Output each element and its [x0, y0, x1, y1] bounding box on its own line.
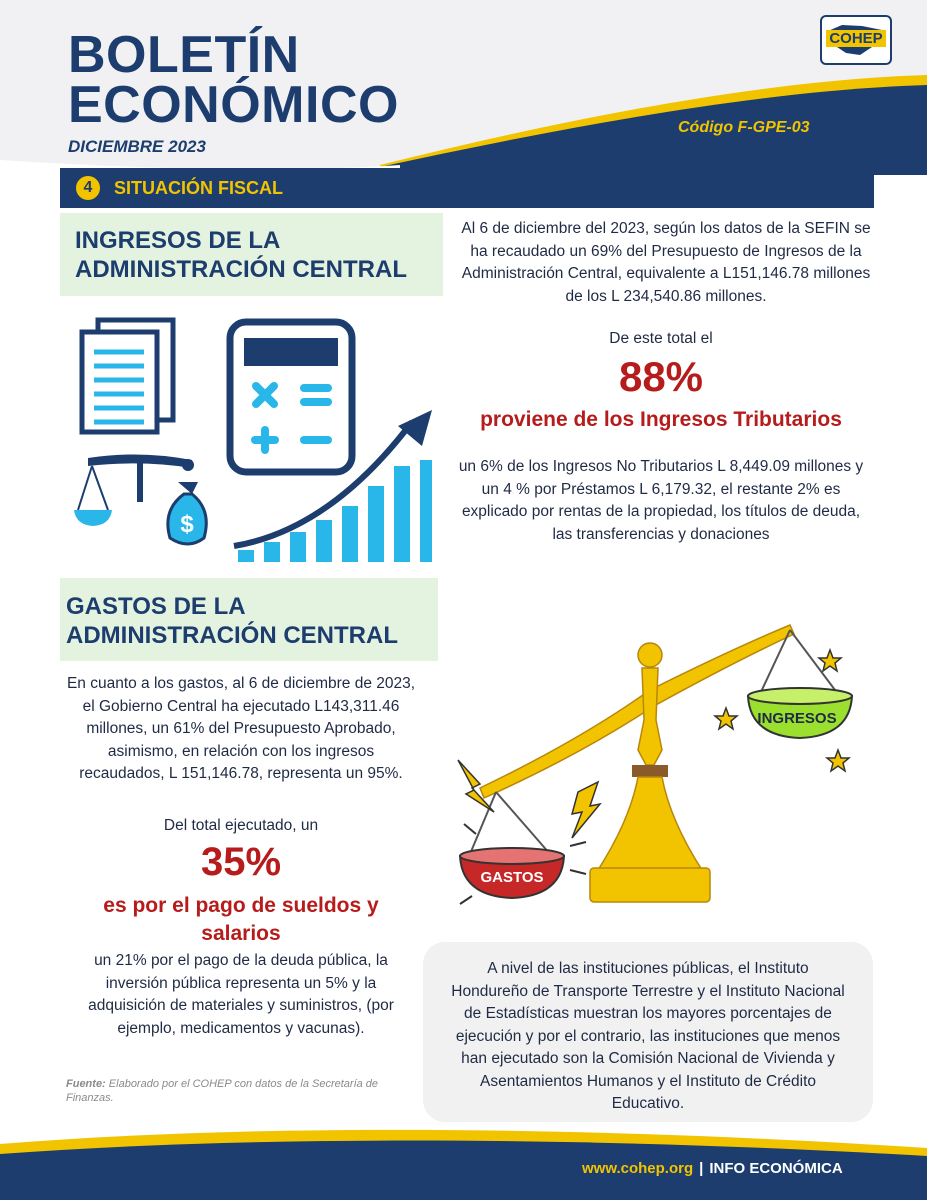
logo-text: COHEP	[822, 30, 890, 47]
footer-separator: |	[699, 1160, 704, 1177]
money-bag-icon	[168, 482, 206, 544]
issue-date: DICIEMBRE 2023	[68, 137, 206, 156]
section-title: SITUACIÓN FISCAL	[114, 178, 283, 198]
ingresos-intro: Al 6 de diciembre del 2023, según los datos de la SEFIN se ha recaudado un 69% del Presupuesto de Ingresos de la Administración Central, equivalente a L151,146.78 millones de los L 234,540.86 millones.	[461, 220, 871, 305]
section-number-badge: 4	[76, 176, 100, 200]
gastos-pan-label: GASTOS	[480, 869, 544, 886]
gastos-highlight: es por el pago de sueldos y salarios	[103, 894, 379, 945]
gastos-lead: Del total ejecutado, un	[163, 817, 319, 834]
ingresos-pan-label: INGRESOS	[757, 710, 837, 727]
website-link[interactable]: www.cohep.org	[582, 1160, 694, 1177]
svg-text:$: $	[180, 511, 194, 538]
documents-icon	[82, 320, 173, 432]
section-header-bar	[60, 168, 874, 208]
gastos-intro: En cuanto a los gastos, al 6 de diciembre de 2023, el Gobierno Central ha ejecutado L143,311.46 millones, un 61% del Presupuesto Aprobado, asimismo, en relación con los ingresos recaudados, L 151,146.78, representa un 95%.	[66, 675, 416, 782]
ingresos-highlight: proviene de los Ingresos Tributarios	[480, 408, 842, 431]
ingresos-illustration	[70, 310, 440, 570]
source-note: Fuente: Elaborado por el COHEP con datos de la Secretaría de Finanzas.	[66, 1078, 379, 1104]
ingresos-big-percent: 88%	[618, 353, 704, 400]
gastos-detail: un 21% por el pago de la deuda pública, la inversión pública representa un 5% y la adquisición de materiales y suministros, (por ejemplo, medicamentos y vacunas).	[88, 952, 394, 1037]
ingresos-heading: INGRESOS DE LA ADMINISTRACIÓN CENTRAL	[75, 227, 407, 283]
cohep-logo	[820, 15, 892, 65]
calculator-icon	[230, 322, 352, 472]
scale-illustration-icon	[440, 610, 880, 930]
ingresos-lead: De este total el	[609, 330, 713, 347]
footer-text	[582, 1160, 843, 1177]
ingresos-detail: un 6% de los Ingresos No Tributarios L 8,449.09 millones y un 4 % por Préstamos L 6,179.32, el restante 2% es explicado por rentas de la propiedad, los títulos de deuda, las transferencias y donaciones	[458, 458, 864, 543]
instituciones-text: A nivel de las instituciones públicas, el Instituto Hondureño de Transporte Terrestre y el Instituto Nacional de Estadísticas muestran los mayores porcentajes de ejecución y por el contrario, las instituciones que menos han ejecutado son la Comisión Nacional de Vivienda y Asentamientos Humanos y el Instituto de Crédito Educativo.	[451, 960, 845, 1112]
page-title: BOLETÍN ECONÓMICO	[68, 26, 399, 134]
gastos-big-percent: 35%	[200, 840, 282, 884]
gastos-heading: GASTOS DE LA ADMINISTRACIÓN CENTRAL	[66, 593, 398, 649]
document-code: Código F-GPE-03	[678, 119, 810, 136]
footer-section-name: INFO ECONÓMICA	[709, 1160, 843, 1177]
